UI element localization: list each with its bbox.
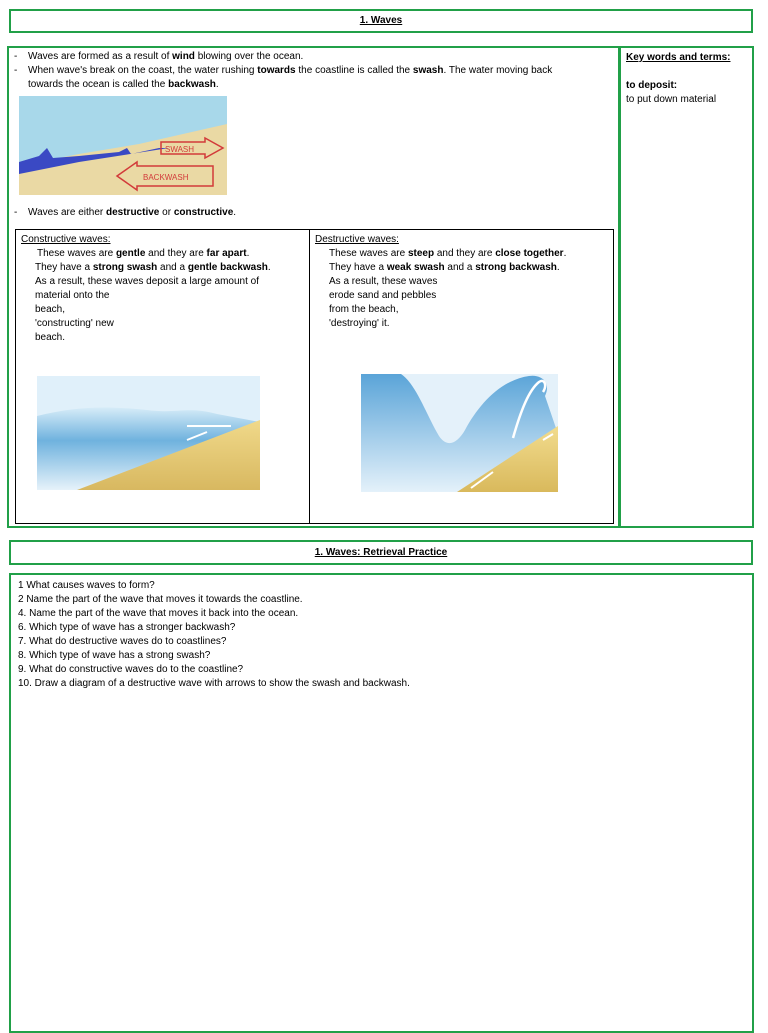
destructive-wave-diagram (361, 374, 558, 492)
bullet-wave-types (14, 206, 236, 220)
destructive-line2 (329, 261, 560, 275)
text: They have a (329, 262, 387, 273)
destructive-line6: 'destroying' it. (329, 318, 390, 329)
text-bold: close together (495, 248, 564, 259)
text: . (246, 248, 250, 259)
text: . (563, 248, 567, 259)
bullet-swash-backwash (14, 64, 552, 78)
bullet-marker: - (14, 207, 18, 218)
constructive-line6: 'constructing' new (35, 318, 114, 329)
section2-title-box (9, 540, 753, 565)
text-bold: gentle backwash (187, 262, 268, 273)
key-words-heading: Key words and terms: (626, 52, 731, 63)
text: Waves are formed as a result of (28, 51, 173, 62)
constructive-line4: material onto the (35, 290, 110, 301)
section1-title-box (9, 9, 753, 33)
text: . (267, 262, 271, 273)
constructive-line5: beach, (35, 304, 66, 315)
text-bold: steep (407, 248, 435, 259)
question-6: 6. Which type of wave has a stronger backwash? (18, 622, 236, 633)
text: and they are (145, 248, 207, 259)
destructive-line5: from the beach, (329, 304, 399, 315)
key-words-box (619, 46, 754, 528)
question-4: 4. Name the part of the wave that moves it back into the ocean. (18, 608, 299, 619)
text-bold: gentle (115, 248, 146, 259)
question-9: 9. What do constructive waves do to the coastline? (18, 664, 244, 675)
text-bold: weak swash (386, 262, 445, 273)
key-term-definition: to put down material (626, 94, 717, 105)
bullet-formation (14, 50, 303, 64)
text: towards the ocean is called the (28, 79, 169, 90)
constructive-heading: Constructive waves: (21, 234, 111, 245)
text-bold: wind (172, 51, 195, 62)
text: and a (444, 262, 476, 273)
text-bold: constructive (173, 207, 234, 218)
constructive-line1 (37, 247, 249, 261)
text: They have a (35, 262, 93, 273)
text: the coastline is called the (295, 65, 413, 76)
question-2: 2 Name the part of the wave that moves it towards the coastline. (18, 594, 303, 605)
destructive-heading: Destructive waves: (315, 234, 399, 245)
swash-label: SWASH (165, 145, 195, 154)
question-1: 1 What causes waves to form? (18, 580, 155, 591)
constructive-wave-diagram (37, 376, 260, 490)
text: These waves are (329, 248, 408, 259)
swash-backwash-diagram (19, 96, 227, 195)
key-term: to deposit: (626, 80, 678, 91)
text: or (159, 207, 174, 218)
constructive-line7: beach. (35, 332, 66, 343)
text: . (556, 262, 560, 273)
text: and a (157, 262, 188, 273)
text: . The water moving back (443, 65, 553, 76)
destructive-line4: erode sand and pebbles (329, 290, 437, 301)
text: . (233, 207, 237, 218)
bullet-swash-backwash-line2 (28, 78, 219, 92)
question-10: 10. Draw a diagram of a destructive wave with arrows to show the swash and backwash. (18, 678, 410, 689)
text-bold: far apart (206, 248, 247, 259)
text: When wave's break on the coast, the water rushing (28, 65, 258, 76)
section1-title: 1. Waves (359, 15, 403, 26)
constructive-line2 (35, 261, 271, 275)
backwash-label: BACKWASH (143, 173, 189, 182)
text-bold: strong backwash (475, 262, 557, 273)
text: blowing over the ocean. (194, 51, 304, 62)
question-7: 7. What do destructive waves do to coastlines? (18, 636, 227, 647)
section2-title: 1. Waves: Retrieval Practice (314, 547, 448, 558)
bullet-marker: - (14, 65, 18, 76)
constructive-line3: As a result, these waves deposit a large amount of (35, 276, 260, 287)
text: and they are (434, 248, 496, 259)
text-bold: strong swash (92, 262, 158, 273)
text-bold: towards (257, 65, 296, 76)
destructive-line1 (329, 247, 566, 261)
question-8: 8. Which type of wave has a strong swash? (18, 650, 211, 661)
text-bold: backwash (168, 79, 216, 90)
text: These waves are (37, 248, 116, 259)
destructive-line3: As a result, these waves (329, 276, 438, 287)
bullet-marker: - (14, 51, 18, 62)
text-bold: swash (412, 65, 444, 76)
text: Waves are either (28, 207, 106, 218)
text: . (215, 79, 219, 90)
text-bold: destructive (106, 207, 160, 218)
